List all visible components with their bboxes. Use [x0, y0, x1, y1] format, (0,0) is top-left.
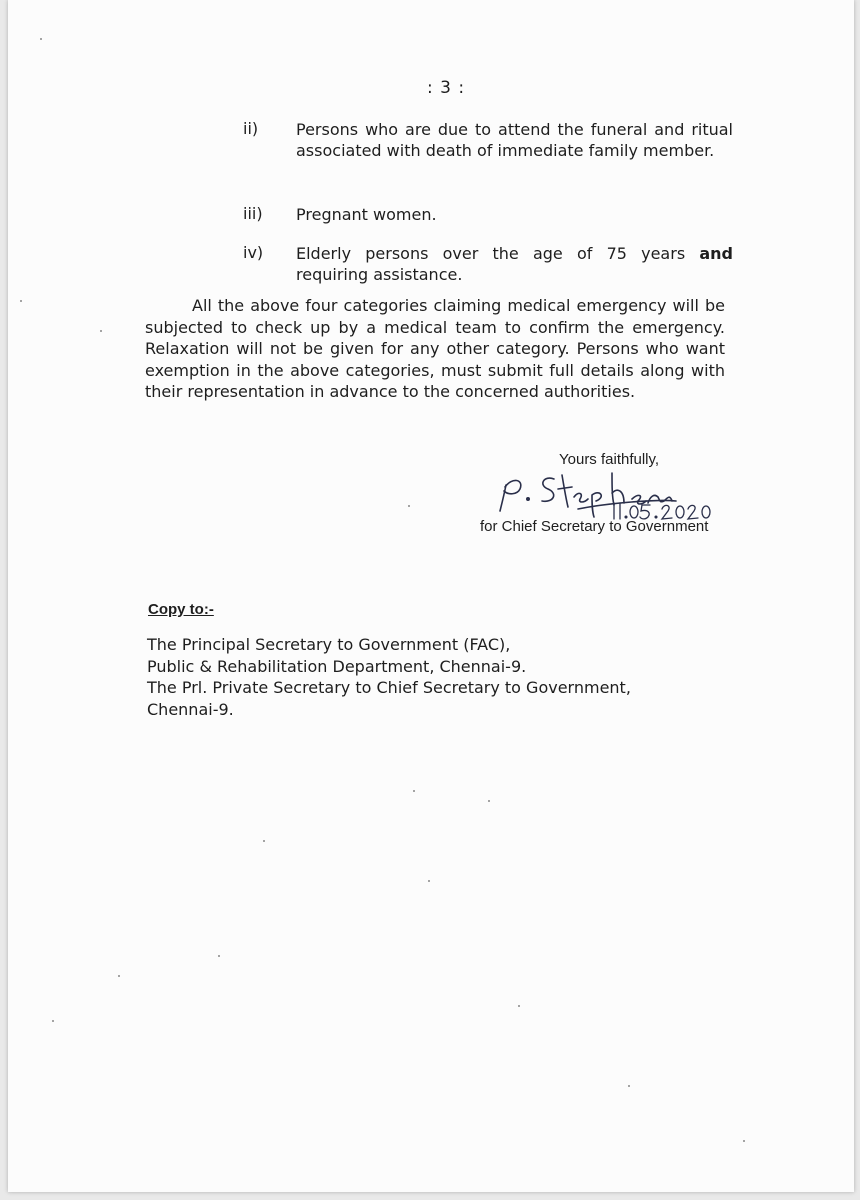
list-item-ii — [243, 119, 733, 183]
list-item-iv — [243, 243, 733, 287]
copy-to-line: The Principal Secretary to Government (FAC), — [147, 635, 511, 654]
list-item-iii — [243, 204, 733, 226]
copy-to-line: Public & Rehabilitation Department, Chennai-9. — [147, 656, 527, 676]
scan-speck — [100, 330, 102, 332]
list-item-text-start: Elderly persons over the age of 75 years — [296, 244, 686, 263]
list-item-number: iii) — [243, 204, 263, 223]
copy-to-list — [147, 634, 707, 720]
scan-speck — [743, 1140, 745, 1142]
body-paragraph: All the above four categories claiming medical emergency will be subjected to check up by a medical team to confirm the emergency. Relaxation will not be given for any other category. Persons who want exemption in the above categories, must submit full details along with their representation in advance to the concerned authorities. — [145, 296, 725, 401]
list-item-number: iv) — [243, 243, 264, 262]
list-item-text: Persons who are due to attend the funeral and ritual associated with death of immediate family member. — [296, 120, 733, 160]
scan-speck — [488, 800, 490, 802]
closing-salutation: Yours faithfully, — [559, 451, 660, 468]
scan-speck — [413, 790, 415, 792]
scan-speck — [20, 300, 22, 302]
list-item-text — [296, 243, 733, 285]
list-item-text-bold: and — [699, 244, 733, 263]
scan-speck — [408, 505, 410, 507]
copy-to-heading: Copy to:- — [148, 601, 214, 618]
scan-speck — [518, 1005, 520, 1007]
list-item-text-end: requiring assistance. — [296, 265, 463, 284]
signatory-designation: for Chief Secretary to Government — [480, 518, 709, 535]
scan-speck — [628, 1085, 630, 1087]
list-item-text: Pregnant women. — [296, 205, 437, 224]
scan-speck — [428, 880, 430, 882]
scan-speck — [218, 955, 220, 957]
document-page — [8, 0, 854, 1192]
scan-speck — [40, 38, 42, 40]
scan-speck — [263, 840, 265, 842]
copy-to-line: Chennai-9. — [147, 699, 234, 719]
scan-speck — [118, 975, 120, 977]
list-item-number: ii) — [243, 119, 259, 138]
scan-speck — [52, 1020, 54, 1022]
copy-to-line: The Prl. Private Secretary to Chief Secretary to Government, — [147, 678, 631, 697]
handwritten-signature — [488, 465, 738, 525]
page-number: : 3 : — [427, 78, 466, 98]
